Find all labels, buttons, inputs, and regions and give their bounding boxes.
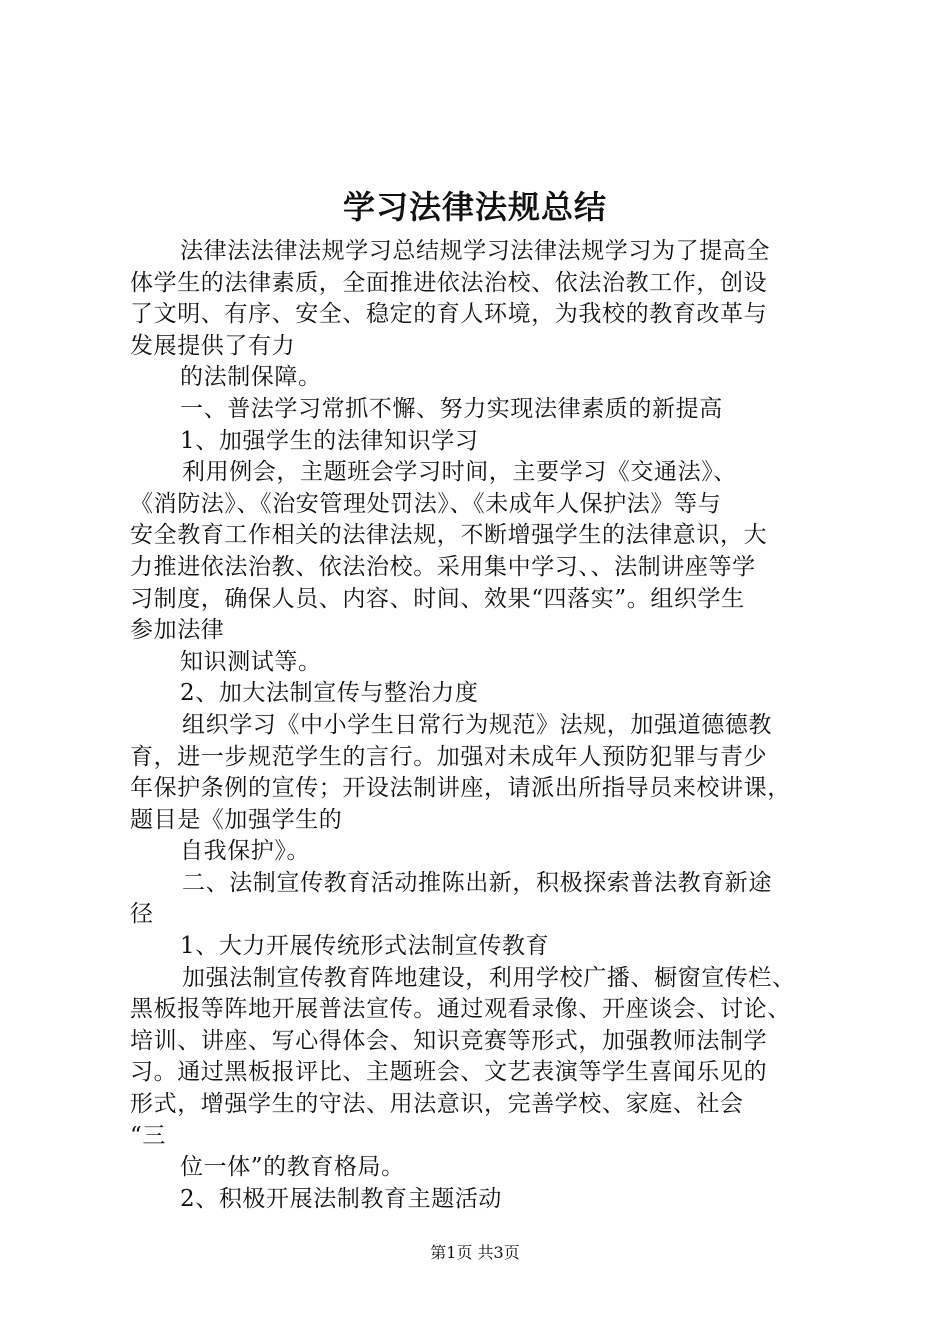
- paragraph-line: 发展提供了有力: [130, 332, 296, 359]
- paragraph-line: 组织学习《中小学生日常行为规范》法规，加强道德德教: [182, 711, 772, 738]
- paragraph-line: 安全教育工作相关的法律法规，不断增强学生的法律意识，大: [130, 522, 768, 549]
- paragraph-line: 参加法律: [130, 617, 225, 644]
- paragraph-line: 位一体”的教育格局。: [180, 1154, 405, 1181]
- paragraph-line: 培训、讲座、写心得体会、知识竞赛等形式，加强教师法制学: [130, 1027, 768, 1054]
- paragraph-line: 形式，增强学生的守法、用法意识，完善学校、家庭、社会: [130, 1091, 744, 1118]
- paragraph-line: 育，进一步规范学生的言行。加强对未成年人预防犯罪与青少: [130, 743, 768, 770]
- section-heading: 一、普法学习常抓不懈、努力实现法律素质的新提高: [180, 395, 723, 422]
- paragraph-line: 力推进依法治教、依法治校。采用集中学习、、法制讲座等学: [130, 553, 756, 580]
- paragraph-line: 了文明、有序、安全、稳定的育人环境，为我校的教育改革与: [130, 301, 768, 328]
- paragraph-line: 法律法法律法规学习总结规学习法律法规学习为了提高全: [180, 238, 770, 264]
- paragraph-line: 的法制保障。: [180, 364, 322, 391]
- document-body: [130, 236, 830, 1215]
- section-heading: 二、法制宣传教育活动推陈出新，积极探索普法教育新途: [182, 869, 772, 896]
- paragraph-line: 题目是《加强学生的: [130, 806, 343, 833]
- paragraph-line: 《消防法》、《治安管理处罚法》、《未成年人保护法》等与: [130, 490, 722, 517]
- paragraph-line: 加强法制宣传教育阵地建设，利用学校广播、橱窗宣传栏、: [182, 964, 796, 991]
- section-heading: 径: [130, 901, 154, 928]
- paragraph-line: 知识测试等。: [180, 648, 322, 675]
- paragraph-line: “三: [130, 1122, 166, 1149]
- subsection-heading: 1、加强学生的法律知识学习: [180, 427, 479, 454]
- paragraph-line: 年保护条例的宣传；开设法制讲座，请派出所指导员来校讲课，: [130, 775, 791, 802]
- page-number-footer: 第1页 共3页: [430, 1243, 520, 1262]
- subsection-heading: 2、积极开展法制教育主题活动: [180, 1185, 503, 1212]
- subsection-heading: 2、加大法制宣传与整治力度: [180, 680, 479, 707]
- paragraph-line: 体学生的法律素质，全面推进依法治校、依法治教工作，创设: [130, 269, 768, 296]
- paragraph-line: 习制度，确保人员、内容、时间、效果“四落实”。组织学生: [130, 585, 745, 612]
- paragraph-line: 自我保护》。: [180, 838, 311, 865]
- paragraph-line: 黑板报等阵地开展普法宣传。通过观看录像、开座谈会、讨论、: [130, 996, 791, 1023]
- paragraph-line: 利用例会，主题班会学习时间，主要学习《交通法》、: [182, 459, 737, 486]
- subsection-heading: 1、大力开展传统形式法制宣传教育: [180, 933, 550, 960]
- document-title: 学习法律法规总结: [342, 188, 607, 226]
- paragraph-line: 习。通过黑板报评比、主题班会、文艺表演等学生喜闻乐见的: [130, 1059, 768, 1086]
